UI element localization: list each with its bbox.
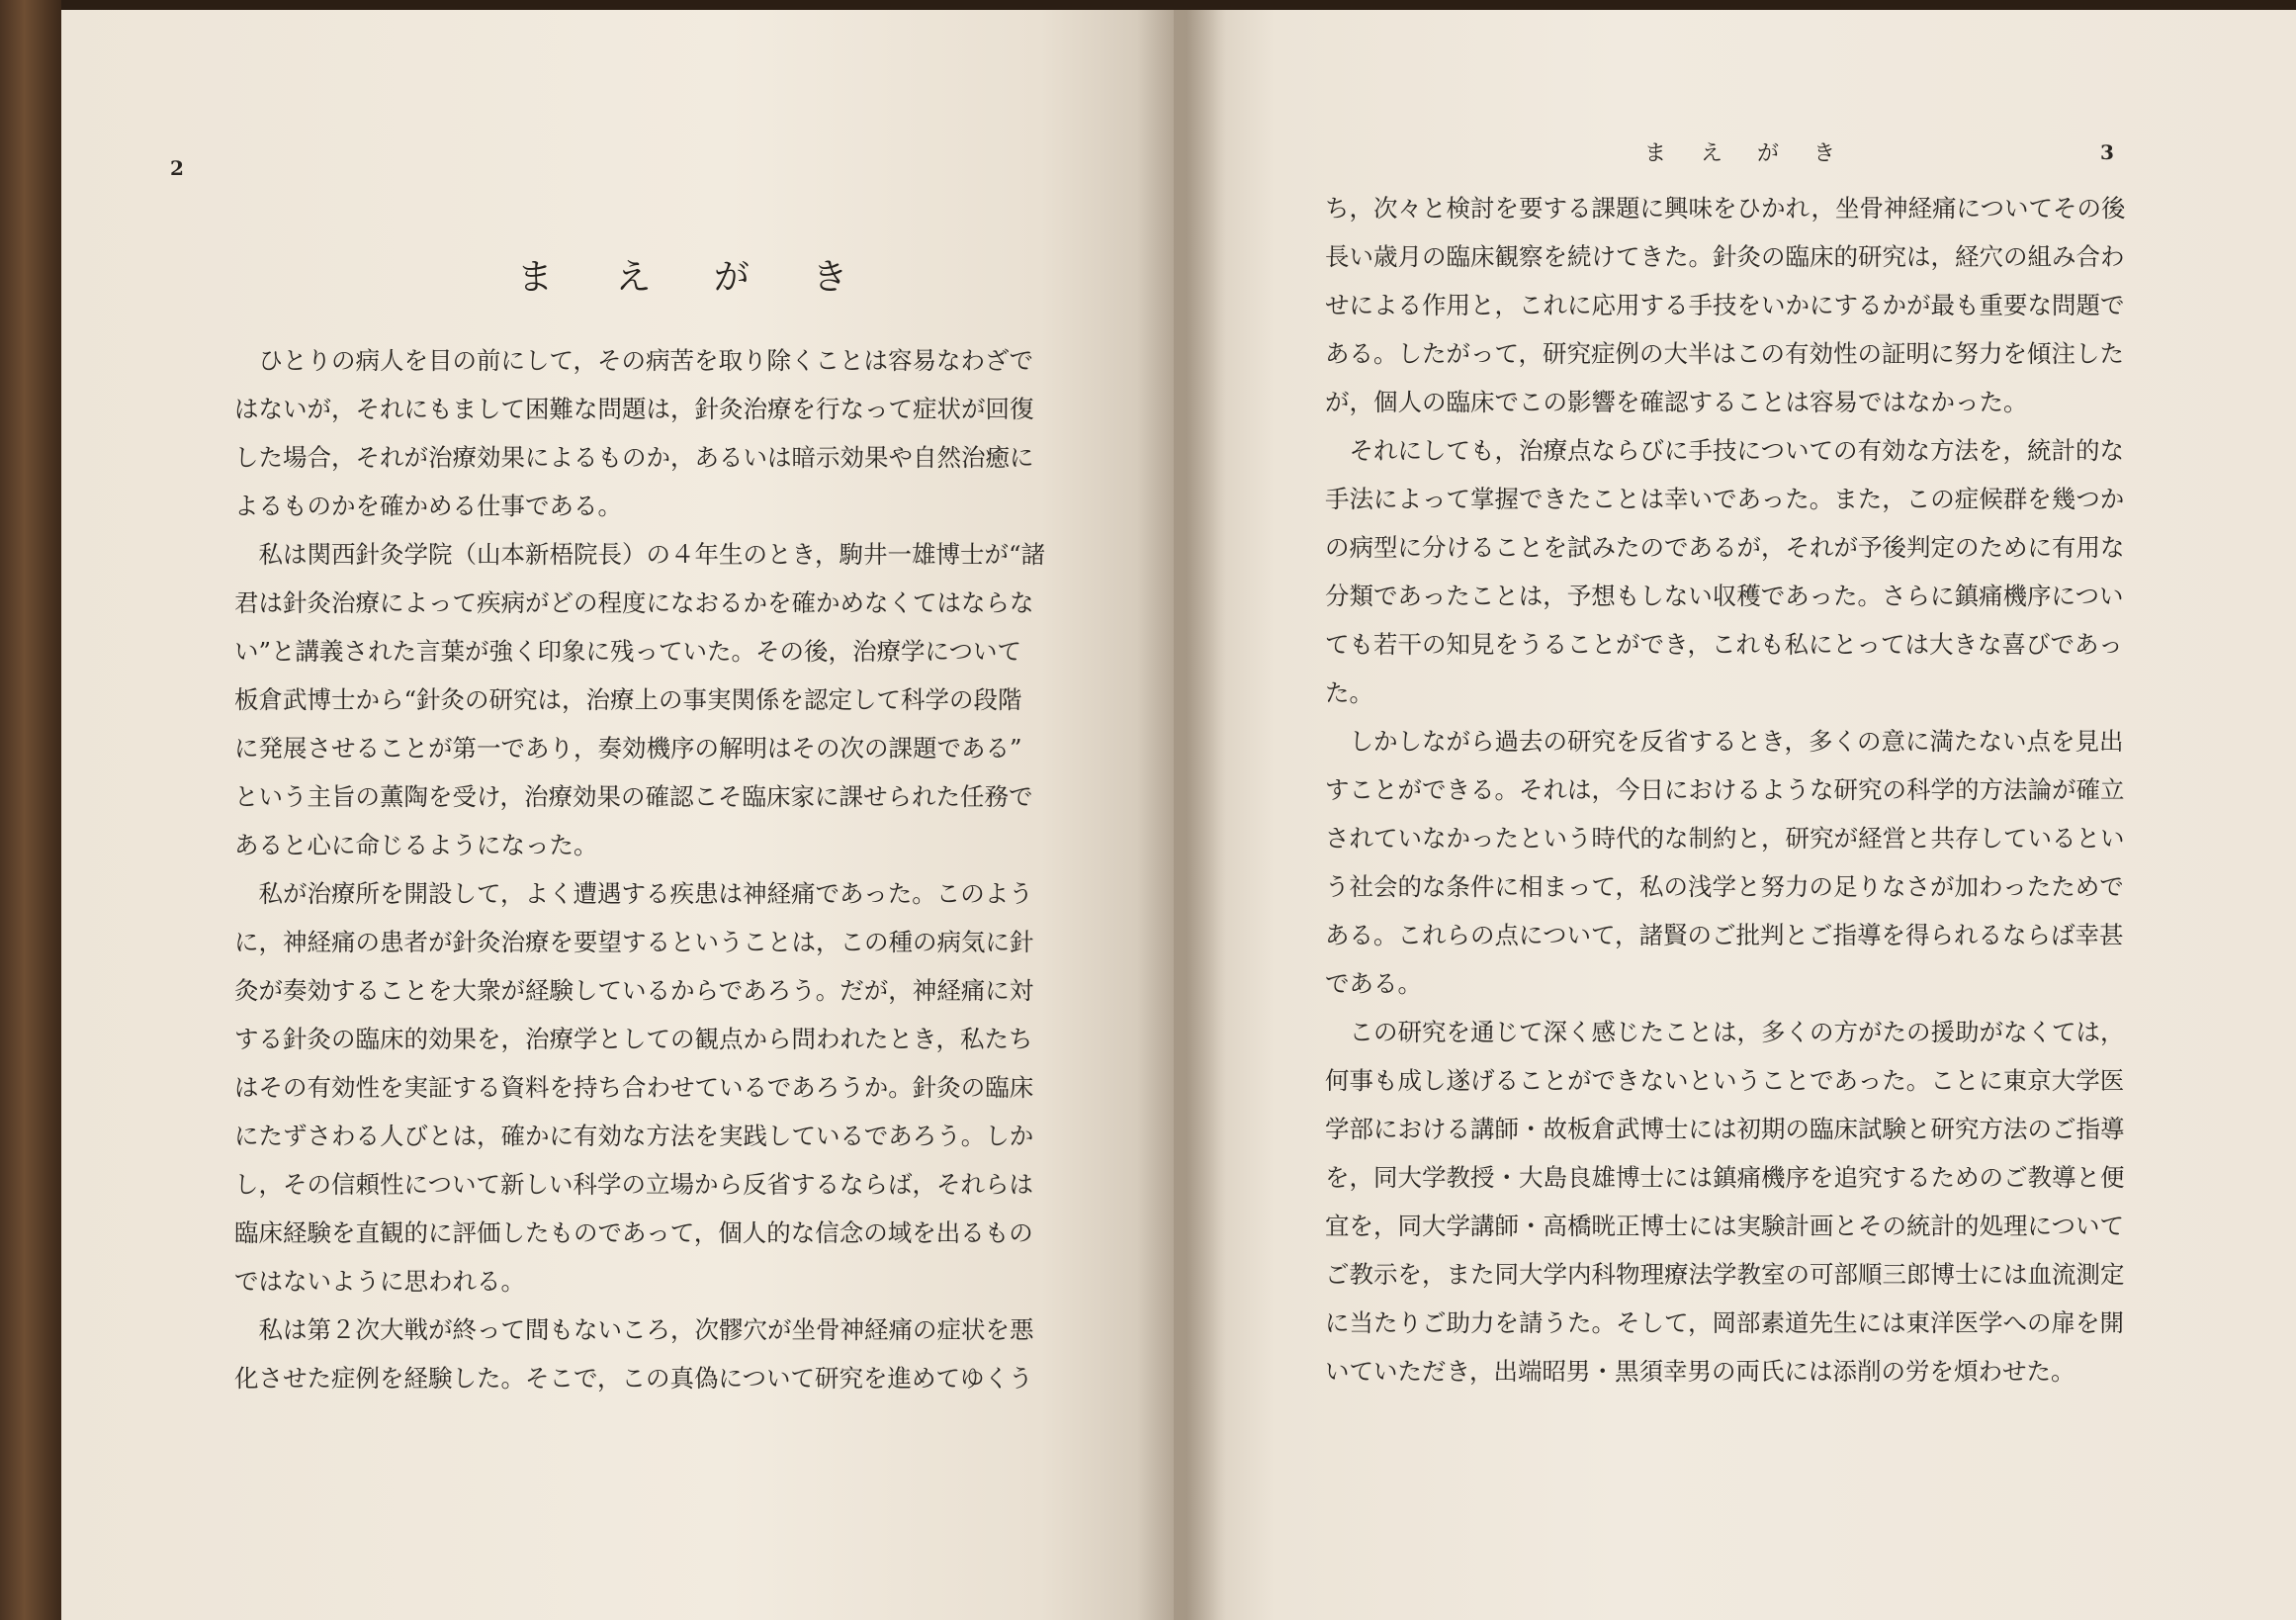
text-line: あると心に命じるようになった。 bbox=[234, 831, 598, 859]
text-line: 私が治療所を開設して，よく遭遇する疾患は神経痛であった。このよう bbox=[234, 879, 1033, 908]
text-line: う社会的な条件に相まって，私の浅学と努力の足りなさが加わったためで bbox=[1325, 872, 2124, 901]
text-line: た。 bbox=[1325, 678, 1373, 707]
text-line: 私は関西針灸学院（山本新梧院長）の４年生のとき，駒井一雄博士が“諸 bbox=[234, 540, 1046, 569]
text-line: この研究を通じて深く感じたことは，多くの方がたの援助がなくては， bbox=[1325, 1018, 2125, 1046]
running-head: ま え が き bbox=[1644, 141, 1849, 166]
text-line: し，その信頼性について新しい科学の立場から反省するならば，それらは bbox=[234, 1170, 1034, 1199]
text-line: それにしても，治療点ならびに手技についての有効な方法を，統計的な bbox=[1325, 436, 2125, 465]
text-line: すことができる。それは，今日におけるような研究の科学的方法論が確立 bbox=[1325, 775, 2125, 804]
text-line: いていただき，出端昭男・黒須幸男の両氏には添削の労を煩わせた。 bbox=[1325, 1357, 2075, 1386]
text-line: 何事も成し遂げることができないということであった。ことに東京大学医 bbox=[1325, 1066, 2125, 1095]
text-line: ある。したがって，研究症例の大半はこの有効性の証明に努力を傾注した bbox=[1325, 339, 2125, 368]
text-line: する針灸の臨床的効果を，治療学としての観点から問われたとき，私たち bbox=[234, 1025, 1033, 1053]
text-line: ち，次々と検討を要する課題に興味をひかれ，坐骨神経痛についてその後 bbox=[1325, 194, 2126, 223]
text-line: 板倉武博士から“針灸の研究は，治療上の事実関係を認定して科学の段階 bbox=[234, 685, 1022, 714]
text-line: 長い歳月の臨床観察を続けてきた。針灸の臨床的研究は，経穴の組み合わ bbox=[1325, 242, 2125, 271]
text-line: 灸が奏効することを大衆が経験しているからであろう。だが，神経痛に対 bbox=[234, 976, 1034, 1005]
right-page-number: 3 bbox=[2100, 140, 2114, 164]
text-line: はないが，それにもまして困難な問題は，針灸治療を行なって症状が回復 bbox=[234, 395, 1034, 423]
text-line: に発展させることが第一であり，奏効機序の解明はその次の課題である” bbox=[234, 734, 1022, 763]
text-line: 分類であったことは，予想もしない収穫であった。さらに鎮痛機序につい bbox=[1325, 582, 2124, 610]
text-line: ご教示を，また同大学内科物理療法学教室の可部順三郎博士には血流測定 bbox=[1325, 1260, 2125, 1289]
text-line: せによる作用と，これに応用する手技をいかにするかが最も重要な問題で bbox=[1325, 291, 2125, 319]
text-line: 手法によって掌握できたことは幸いであった。また，この症候群を幾つか bbox=[1325, 485, 2125, 513]
text-line: されていなかったという時代的な制約と，研究が経営と共存しているとい bbox=[1325, 824, 2125, 853]
text-line: に当たりご助力を請うた。そして，岡部素道先生には東洋医学への扉を開 bbox=[1325, 1308, 2125, 1337]
text-line: い”と講義された言葉が強く印象に残っていた。その後，治療学について bbox=[234, 637, 1022, 666]
left-body-text bbox=[234, 336, 1045, 1402]
text-line: である。 bbox=[1325, 969, 1422, 998]
text-line: 化させた症例を経験した。そこで，この真偽について研究を進めてゆくう bbox=[234, 1364, 1033, 1393]
right-body-text bbox=[1325, 184, 2125, 1395]
text-line: ではないように思われる。 bbox=[234, 1267, 525, 1296]
text-line: した場合，それが治療効果によるものか，あるいは暗示効果や自然治癒に bbox=[234, 443, 1034, 472]
text-line: ても若干の知見をうることができ，これも私にとっては大きな喜びであっ bbox=[1325, 630, 2123, 659]
text-line: に，神経痛の患者が針灸治療を要望するということは，この種の病気に針 bbox=[234, 928, 1034, 956]
text-line: を，同大学教授・大島良雄博士には鎮痛機序を追究するためのご教導と便 bbox=[1325, 1163, 2125, 1192]
book-cover-edge bbox=[0, 0, 61, 1620]
text-line: 君は針灸治療によって疾病がどの程度になおるかを確かめなくてはならな bbox=[234, 588, 1034, 617]
text-line: 私は第２次大戦が終って間もないころ，次髎穴が坐骨神経痛の症状を悪 bbox=[234, 1315, 1034, 1344]
text-line: よるものかを確かめる仕事である。 bbox=[234, 492, 622, 520]
chapter-title: ま え が き bbox=[517, 257, 874, 298]
text-line: はその有効性を実証する資料を持ち合わせているであろうか。針灸の臨床 bbox=[234, 1073, 1034, 1102]
text-line: 学部における講師・故板倉武博士には初期の臨床試験と研究方法のご指導 bbox=[1325, 1115, 2125, 1143]
left-page-number: 2 bbox=[170, 156, 184, 180]
text-line: の病型に分けることを試みたのであるが，それが予後判定のために有用な bbox=[1325, 533, 2125, 562]
text-line: ある。これらの点について，諸賢のご批判とご指導を得られるならば幸甚 bbox=[1325, 921, 2124, 949]
text-line: ひとりの病人を目の前にして，その病苦を取り除くことは容易なわざで bbox=[234, 346, 1034, 375]
text-line: という主旨の薫陶を受け，治療効果の確認こそ臨床家に課せられた任務で bbox=[234, 782, 1033, 811]
text-line: にたずさわる人びとは，確かに有効な方法を実践しているであろう。しか bbox=[234, 1122, 1034, 1150]
text-line: 宜を，同大学講師・高橋晄正博士には実験計画とその統計的処理について bbox=[1325, 1212, 2125, 1240]
text-line: 臨床経験を直観的に評価したものであって，個人的な信念の域を出るもの bbox=[234, 1218, 1033, 1247]
text-line: が，個人の臨床でこの影響を確認することは容易ではなかった。 bbox=[1325, 388, 2028, 416]
text-line: しかしながら過去の研究を反省するとき，多くの意に満たない点を見出 bbox=[1325, 727, 2124, 756]
